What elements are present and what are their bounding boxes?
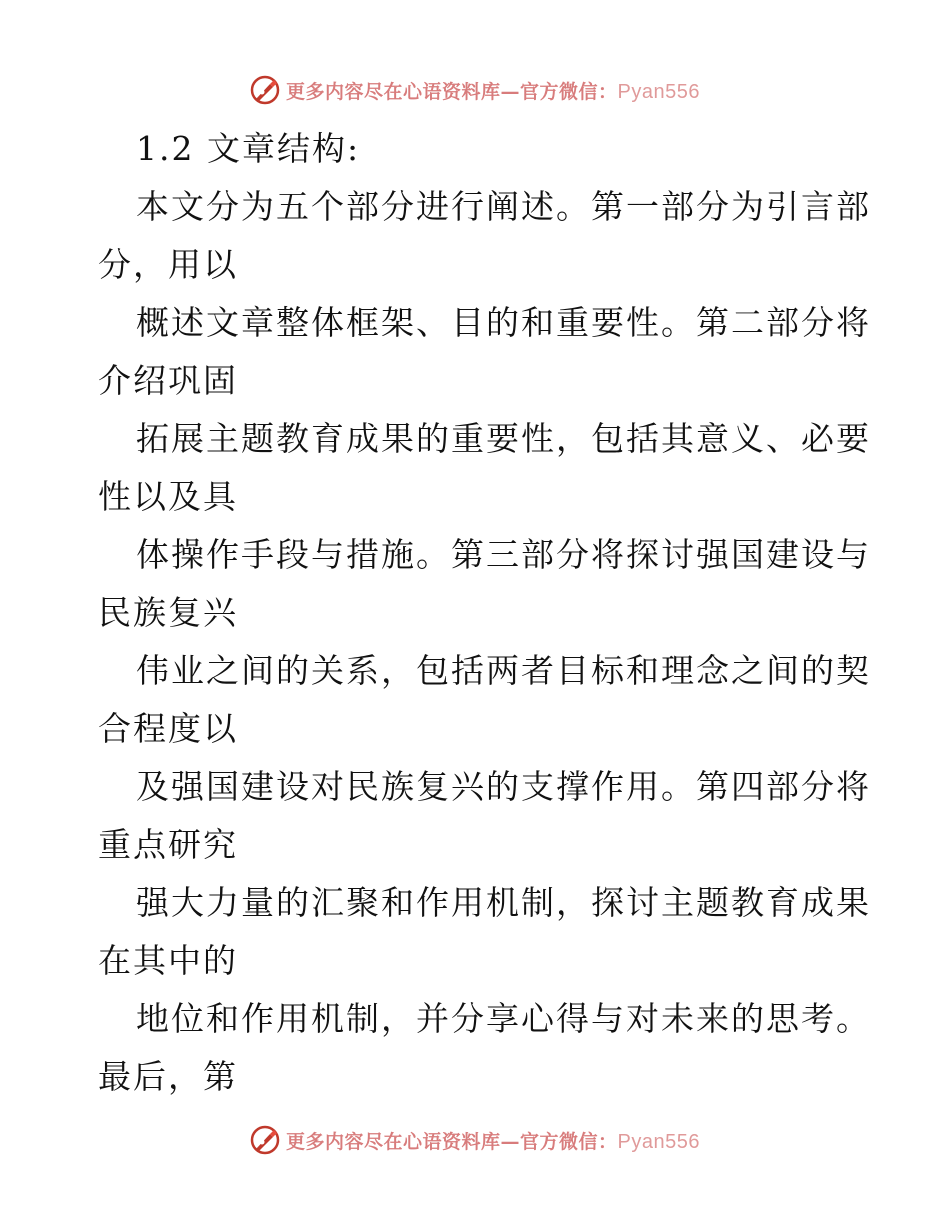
paragraph-line: 体操作手段与措施。第三部分将探讨强国建设与: [136, 535, 871, 574]
footer-watermark-text: 更多内容尽在心语资料库—官方微信：Pyan556: [286, 1130, 700, 1153]
paragraph-line: 重点研究: [98, 825, 238, 864]
paragraph-line: 性以及具: [98, 477, 238, 516]
paragraph-line: 民族复兴: [98, 593, 238, 632]
paragraph-line: 在其中的: [98, 941, 238, 980]
paragraph-line: 概述文章整体框架、目的和重要性。第二部分将: [136, 303, 871, 342]
paragraph-line: 强大力量的汇聚和作用机制，探讨主题教育成果: [136, 883, 871, 922]
header-watermark-text: 更多内容尽在心语资料库—官方微信：Pyan556: [286, 80, 700, 103]
paragraph-line: 最后，第: [98, 1057, 238, 1096]
document-body: [98, 120, 871, 1106]
header-watermark: [0, 72, 950, 108]
pen-logo-icon: [250, 75, 280, 105]
paragraph-line: 及强国建设对民族复兴的支撑作用。第四部分将: [136, 767, 871, 806]
paragraph-line: 伟业之间的关系，包括两者目标和理念之间的契: [136, 651, 871, 690]
paragraph-line: 本文分为五个部分进行阐述。第一部分为引言部: [136, 187, 871, 226]
footer-wechat-id: Pyan556: [617, 1130, 700, 1153]
header-wechat-id: Pyan556: [617, 80, 700, 103]
footer-watermark: [0, 1122, 950, 1158]
paragraph-line: 地位和作用机制，并分享心得与对未来的思考。: [136, 999, 871, 1038]
paragraph-line: 拓展主题教育成果的重要性，包括其意义、必要: [136, 419, 871, 458]
section-heading: 1.2 文章结构:: [136, 129, 361, 168]
paragraph-line: 介绍巩固: [98, 361, 238, 400]
pen-logo-icon: [250, 1125, 280, 1155]
paragraph-line: 分，用以: [98, 245, 238, 284]
paragraph-line: 合程度以: [98, 709, 238, 748]
